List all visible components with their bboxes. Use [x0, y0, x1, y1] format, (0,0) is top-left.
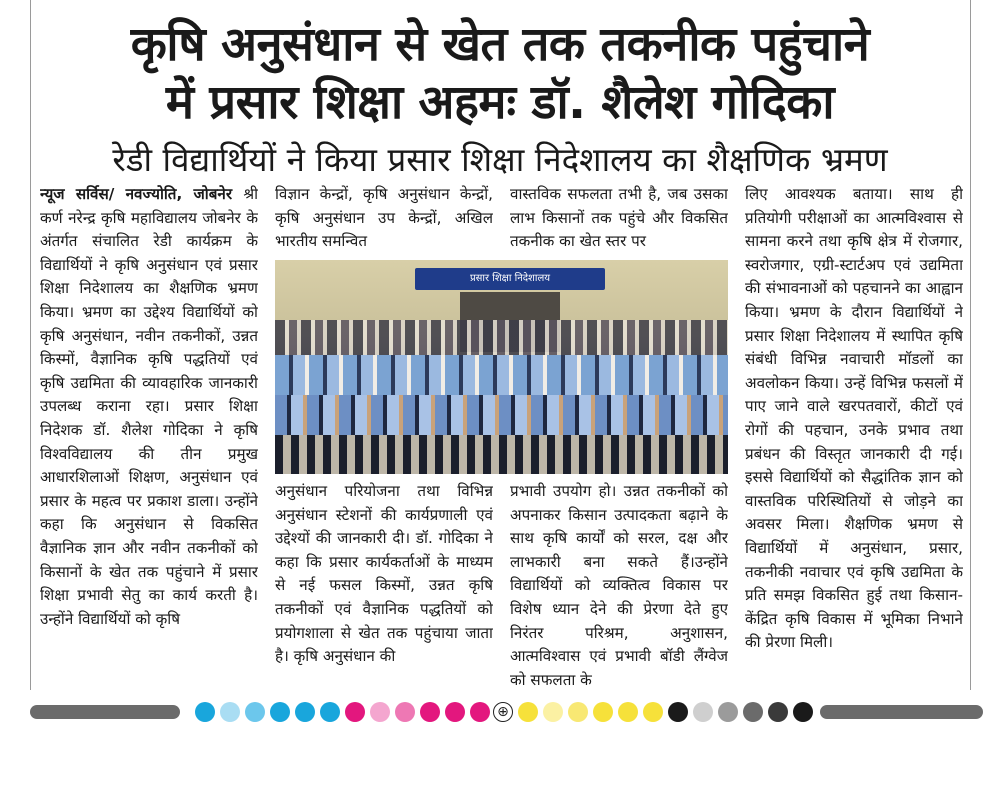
building-sign: प्रसार शिक्षा निदेशालय	[415, 268, 605, 290]
article-column-2-bottom: अनुसंधान परियोजना तथा विभिन्न अनुसंधान स्टेशनों की कार्यप्रणाली एवं उद्देश्यों की जानकारी दी। डॉ. गोदिका ने कहा कि प्रसार कार्यकर्ताओं के माध्यम से नई फसल किस्मों, उन्नत कृषि तकनीकों एवं वैज्ञानिक पद्धतियों को प्रयोगशाला से खेत तक पहुंचाया जाता है। कृषि अनुसंधान की	[275, 482, 493, 666]
headline-line-2: में प्रसार शिक्षा अहमः डॉ. शैलेश गोदिका	[165, 75, 835, 130]
crowd-middle-row	[275, 355, 728, 395]
black-swatch	[793, 702, 813, 722]
cyan-swatch	[320, 702, 340, 722]
yellow-swatch	[593, 702, 613, 722]
grey-light-swatch	[693, 702, 713, 722]
print-color-bar	[30, 701, 983, 723]
magenta-light-swatch	[370, 702, 390, 722]
cyan-swatch	[270, 702, 290, 722]
grey-bar-right	[820, 705, 983, 719]
cyan-light-swatch	[220, 702, 240, 722]
article-column-3-bottom: प्रभावी उपयोग हो। उन्नत तकनीकों को अपनाकर किसान उत्पादकता बढ़ाने के साथ कृषि कार्यों को सरल, दक्ष और लाभकारी बना सकते हैं।उन्होंने विद्यार्थियों को व्यक्तित्व विकास पर विशेष ध्यान देने की प्रेरणा देते हुए निरंतर परिश्रम, अनुशासन, आत्मविश्वास एवं प्रभावी बॉडी लैंग्वेज को सफलता के	[510, 482, 728, 688]
cyan-swatch	[195, 702, 215, 722]
grey-dark-swatch	[743, 702, 763, 722]
yellow-swatch	[518, 702, 538, 722]
magenta-swatch	[470, 702, 490, 722]
crowd-legs	[275, 435, 728, 474]
left-column-rule	[30, 0, 31, 690]
magenta-swatch	[445, 702, 465, 722]
subheadline: रेडी विद्यार्थियों ने किया प्रसार शिक्षा निदेशालय का शैक्षणिक भ्रमण	[112, 140, 888, 179]
cyan-mid-swatch	[245, 702, 265, 722]
registration-mark-icon: ⊕	[493, 702, 513, 722]
article-column-3-top: वास्तविक सफलता तभी है, जब उसका लाभ किसानों तक पहुंचे और विकसित तकनीक का खेत स्तर पर	[510, 185, 728, 251]
headline-line-1: कृषि अनुसंधान से खेत तक तकनीक पहुंचाने	[130, 17, 870, 72]
yellow-light-swatch	[543, 702, 563, 722]
byline: न्यूज सर्विस/ नवज्योति, जोबनेर	[40, 185, 244, 203]
magenta-swatch	[345, 702, 365, 722]
black-swatch	[668, 702, 688, 722]
cyan-swatch	[295, 702, 315, 722]
yellow-swatch	[643, 702, 663, 722]
grey-bar-left	[30, 705, 180, 719]
article-column-1	[40, 183, 258, 688]
adjacent-column-edge	[976, 60, 983, 690]
yellow-swatch	[618, 702, 638, 722]
column-1-text: श्री कर्ण नरेन्द्र कृषि महाविद्यालय जोबनेर के अंतर्गत संचालित रेडी कार्यक्रम के विद्यार्थियों ने कृषि अनुसंधान एवं प्रसार शिक्षा निदेशालय का शैक्षणिक भ्रमण किया। भ्रमण का उद्देश्य विद्यार्थियों को कृषि अनुसंधान, नवीन तकनीकों, उन्नत किस्मों, वैज्ञानिक कृषि पद्धतियों एवं कृषि उद्यमिता की व्यावहारिक जानकारी उपलब्ध कराना रहा। प्रसार शिक्षा निदेशक डॉ. शैलेश गोदिका ने कृषि विश्वविद्यालय की तीन प्रमुख आधारशिलाओं शिक्षण, अनुसंधान एवं प्रसार के महत्व पर प्रकाश डाला। उन्होंने कहा कि अनुसंधान से विकसित वैज्ञानिक ज्ञान और नवीन तकनीकों को किसानों के खेत तक पहुंचाने में प्रसार शिक्षा प्रभावी सेतु का कार्य करती है। उन्होंने विद्यार्थियों को कृषि	[40, 185, 258, 628]
grey-darker-swatch	[768, 702, 788, 722]
magenta-mid-swatch	[395, 702, 415, 722]
crowd-back-row	[275, 320, 728, 360]
article-column-4: लिए आवश्यक बताया। साथ ही प्रतियोगी परीक्षाओं का आत्मविश्वास से सामना करने तथा कृषि क्षेत्र में रोजगार, स्वरोजगार, एग्री-स्टार्टअप एवं उद्यमिता की संभावनाओं को पहचानने का आह्वान किया। भ्रमण के दौरान विद्यार्थियों ने प्रसार शिक्षा निदेशालय में स्थापित कृषि संबंधी विभिन्न नवाचारी मॉडलों का अवलोकन किया। उन्हें विभिन्न फसलों में पाए जाने वाले खरपतवारों, कीटों एवं रोगों की पहचान, उनके प्रभाव तथा प्रबंधन की विस्तृत जानकारी दी गई। इससे विद्यार्थियों को सैद्धांतिक ज्ञान को वास्तविक परिस्थितियों से जोड़ने का अवसर मिला। शैक्षणिक भ्रमण से विद्यार्थियों में अनुसंधान, प्रसार, तकनीकी नवाचार एवं कृषि उद्यमिता के प्रति समझ विकसित हुई तथा किसान-केंद्रित कृषि विकास में भूमिका निभाने की प्रेरणा मिली।	[745, 185, 963, 652]
grey-swatch	[718, 702, 738, 722]
yellow-mid-swatch	[568, 702, 588, 722]
right-column-rule	[970, 0, 971, 690]
article-column-2-top: विज्ञान केन्द्रों, कृषि अनुसंधान केन्द्रों, कृषि अनुसंधान उप केन्द्रों, अखिल भारतीय समन्वित	[275, 185, 493, 251]
group-photo	[275, 260, 728, 474]
magenta-swatch	[420, 702, 440, 722]
crowd-front-row	[275, 395, 728, 435]
